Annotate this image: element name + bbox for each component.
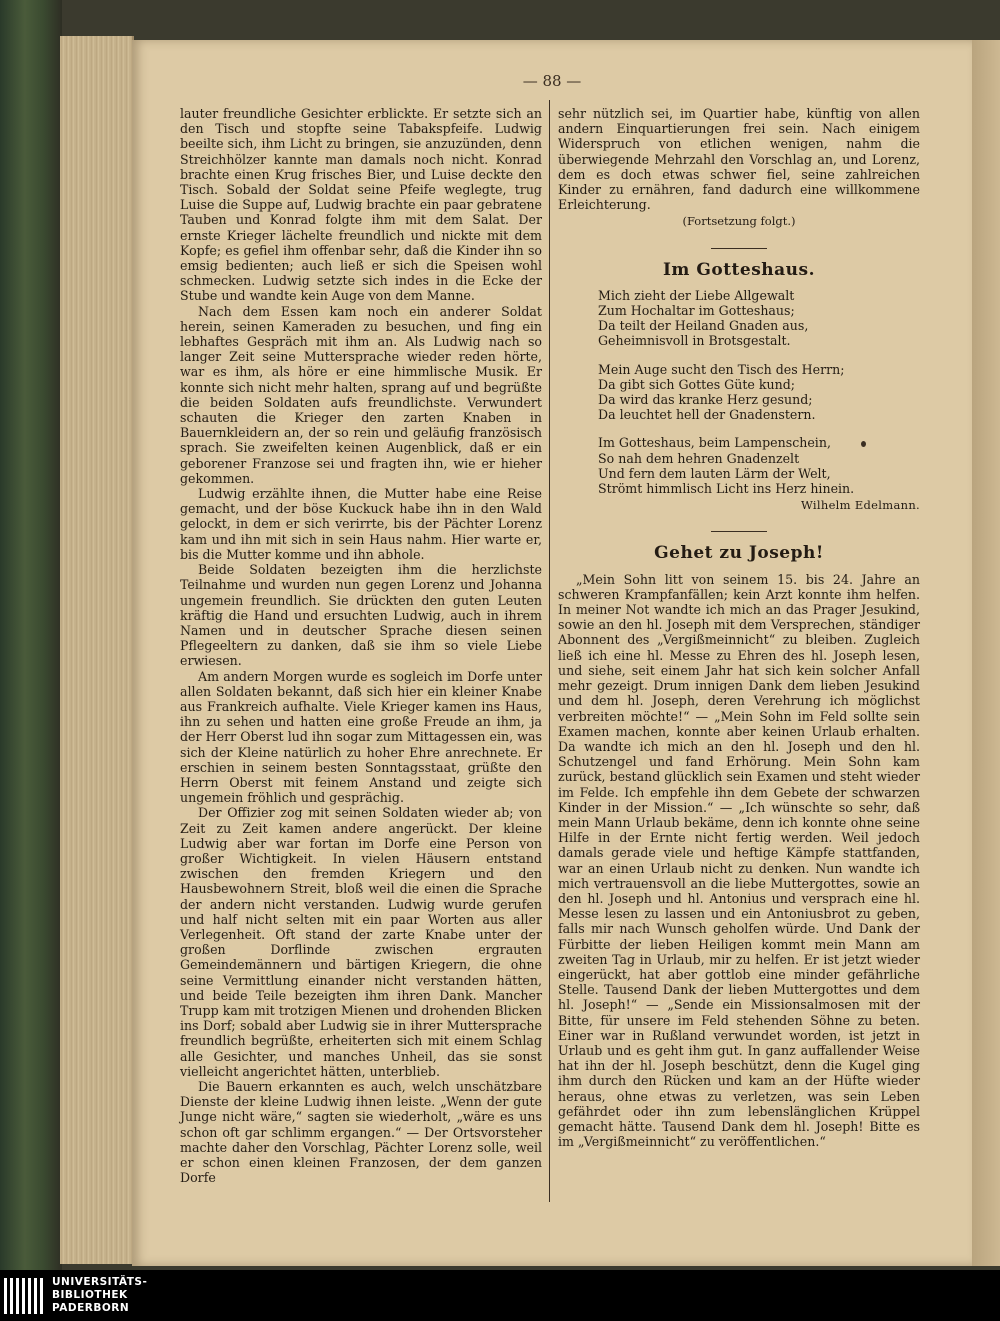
barcode-icon <box>4 1278 44 1314</box>
library-logo <box>0 1270 1000 1321</box>
poem-title: Im Gotteshaus. <box>662 259 816 280</box>
paragraph: Beide Soldaten bezeigten ihm die herzlichste Teilnahme und wurden nun gegen Lorenz und Johanna ungemein freundlich. Sie drückten den guten Leuten kräftig die Hand und ersuchten Ludwig, auch in ihrem Namen und in deutscher Sprache diesen seinen Pflegeeltern zu danken, daß sie ihm so viele Liebe erwiesen. <box>180 562 542 669</box>
poem-line <box>598 435 920 450</box>
poem-author: Wilhelm Edelmann. <box>801 498 920 513</box>
poem-line: Mein Auge sucht den Tisch des Herrn; <box>598 361 845 377</box>
page <box>132 40 972 1266</box>
poem-line: Strömt himmlisch Licht ins Herz hinein. <box>598 481 855 497</box>
left-column <box>180 106 542 1185</box>
divider <box>711 531 767 532</box>
paragraph: Nach dem Essen kam noch ein anderer Soldat herein, seinen Kameraden zu besuchen, und fing ein lebhaftes Gespräch mit ihm an. Als Ludwig nach so langer Zeit seine Muttersprache wieder reden hörte, war es ihm, als höre er eine himmlische Musik. Er konnte sich nicht mehr halten, sprang auf und begrüßte die beiden Soldaten aufs freundlichste. Verwundert schauten die Krieger den zarten Knaben in Bauernkleidern an, der so rein und geläufig französisch sprach. Sie zweifelten keinen Augenblick, daß er ein geborener Franzose sei und fragten ihn, wie er hieher gekommen. <box>180 303 542 486</box>
poem-stanza <box>598 288 920 349</box>
poem-line: So nah dem hehren Gnadenzelt <box>598 450 800 466</box>
paragraph: Am andern Morgen wurde es sogleich im Dorfe unter allen Soldaten bekannt, daß sich hier ein kleiner Knabe aus Frankreich aufhalte. Viele Krieger kamen ins Haus, ihn zu sehen und hatten eine große Freude an ihm, ja der Herr Oberst lud ihn sogar zum Mittagessen ein, was sich der Kleine natürlich zu hoher Ehre anrechnete. Er erschien in seinem besten Sonntagsstaat, grüßte den Herrn Oberst mit feinem Anstand und zeigte sich ungemein fröhlich und gesprächig. <box>180 668 542 806</box>
paragraph: sehr nützlich sei, im Quartier habe, künftig von allen andern Einquartierungen frei sein. Nach einigem Widerspruch von etlichen wenigen, nahm die überwiegende Mehrzahl den Vorschlag an, und Lorenz, dem es doch etwas schwer fiel, seine zahlreichen Kinder zu ernähren, fand dadurch eine willkommene Erleichterung. <box>558 106 920 213</box>
paragraph: Ludwig erzählte ihnen, die Mutter habe eine Reise gemacht, und der böse Kuckuck habe ihn in den Wald gelockt, in dem er sich verirrte, bis der Pächter Lorenz kam und ihn mit sich in sein Haus nahm. Hier warte er, bis die Mutter komme und ihn abhole. <box>180 486 542 562</box>
poem-stanza <box>598 362 920 423</box>
page-edges <box>60 36 134 1264</box>
right-column <box>558 106 920 1149</box>
ink-dot <box>861 441 866 447</box>
poem <box>598 288 920 496</box>
library-name-line: PADERBORN <box>52 1302 130 1314</box>
next-page-edge <box>972 40 1000 1266</box>
paragraph: Der Offizier zog mit seinen Soldaten wieder ab; von Zeit zu Zeit kamen andere angerückt. Der kleine Ludwig aber war fortan im Dorfe eine Person von großer Wichtigkeit. In vielen Häusern entstand zwischen den fremden Kriegern und den Hausbewohnern Streit, bloß weil die einen die Sprache der andern nicht verstanden. Ludwig wurde gerufen und half nicht selten mit ein paar Worten aus aller Verlegenheit. Oft stand der zarte Knabe unter der großen Dorflinde zwischen ergrauten Gemeindemännern und bärtigen Kriegern, die ohne seine Vermittlung einander nicht verstanden hätten, und beide Teile bezeigten ihm ihren Dank. Mancher Trupp kam mit trotzigen Mienen und drohenden Blicken ins Dorf; sobald aber Ludwig sie in ihrer Muttersprache freundlich begrüßte, erheiterten sich mit einem Schlag alle Gesichter, und manches Unheil, das sie sonst vielleicht angerichtet hätten, unterblieb. <box>180 805 542 1079</box>
poem-line: Geheimnisvoll in Brotsgestalt. <box>598 333 791 349</box>
article-body: „Mein Sohn litt von seinem 15. bis 24. Jahre an schweren Krampfanfällen; kein Arzt konnte ihm helfen. In meiner Not wandte ich mich an das Prager Jesukind, sowie an den hl. Joseph mit dem Versprechen, ständiger Abonnent des „Vergißmeinnicht“ zu bleiben. Zugleich ließ ich eine hl. Messe zu Ehren des hl. Joseph lesen, und siehe, seit einem Jahr hat sich kein solcher Anfall mehr gezeigt. Drum innigen Dank dem lieben Jesukind und dem hl. Joseph, deren Verehrung ich möglichst verbreiten möchte!“ — „Mein Sohn im Feld sollte sein Examen machen, konnte aber keinen Urlaub erhalten. Da wandte ich mich an den hl. Joseph und den hl. Schutzengel und fand Erhörung. Mein Sohn kam zurück, bestand glücklich sein Examen und steht wieder im Felde. Ich empfehle ihn dem Gebete der schwarzen Kinder in der Mission.“ — „Ich wünschte so sehr, daß mein Mann Urlaub bekäme, denn ich konnte ohne seine Hilfe in der Ernte nicht fertig werden. Weil jedoch damals gerade viele und heftige Kämpfe stattfanden, war an einen Urlaub nicht zu denken. Nun wandte ich mich vertrauensvoll an die liebe Muttergottes, sowie an den hl. Joseph und hl. Antonius und versprach eine hl. Messe lesen zu lassen und ein Antoniusbrot zu geben, falls mir nach Wunsch geholfen würde. Und Dank der Fürbitte der lieben Heiligen kommt mein Mann am zweiten Tag in Urlaub, mir zu helfen. Er ist jetzt wieder eingerückt, hat aber gottlob eine minder gefährliche Stelle. Tausend Dank der lieben Muttergottes und dem hl. Joseph!“ — „Sende ein Missionsalmosen mit der Bitte, für unsere im Feld stehenden Söhne zu beten. Einer war in Rußland verwundet worden, ist jetzt in Urlaub und es geht ihm gut. In ganz auffallender Weise hat ihn der hl. Joseph beschützt, denn die Kugel ging ihm durch den Rücken und kam an der Hüfte wieder heraus, ohne etwas zu verletzen, was sein Leben gefährdet oder ihn zum lebenslänglichen Krüppel gemacht hätte. Tausend Dank dem hl. Joseph! Bitte es im „Vergißmeinnicht“ zu veröffentlichen.“ <box>558 571 921 1150</box>
poem-line: Da gibt sich Gottes Güte kund; <box>598 376 796 392</box>
divider <box>711 248 767 249</box>
library-name-line: UNIVERSITÄTS- <box>52 1276 148 1288</box>
page-number: — 88 — <box>522 72 582 90</box>
library-name <box>52 1276 147 1315</box>
poem-line: Und fern dem lauten Lärm der Welt, <box>598 465 831 481</box>
library-name-line: BIBLIOTHEK <box>52 1289 128 1301</box>
article-title: Gehet zu Joseph! <box>654 543 824 564</box>
paragraph: Die Bauern erkannten es auch, welch unschätzbare Dienste der kleine Ludwig ihnen leiste. „Wenn der gute Junge nicht wäre,“ sagten sie wiederholt, „wäre es uns schon oft gar schlimm ergangen.“ — Der Ortsvorsteher machte daher den Vorschlag, Pächter Lorenz solle, weil er schon einen kleinen Franzosen, der dem ganzen Dorfe <box>180 1079 542 1186</box>
poem-line-text: Im Gotteshaus, beim Lampenschein, <box>598 435 831 451</box>
paragraph: lauter freundliche Gesichter erblickte. Er setzte sich an den Tisch und stopfte seine Tabakspfeife. Ludwig beeilte sich, ihm Licht zu bringen, sie anzuzünden, denn Streichhölzer kannte man damals noch nicht. Konrad brachte einen Krug frisches Bier, und Luise deckte den Tisch. Sobald der Soldat seine Pfeife weglegte, trug Luise die Suppe auf, Ludwig brachte ein paar gebratene Tauben und Konrad folgte ihm mit dem Salat. Der ernste Krieger lächelte freundlich und nickte mit dem Kopfe; es gefiel ihm offenbar sehr, daß die Kinder ihn so emsig bedienten; auch ließ er sich die Speisen wohl schmecken. Ludwig setzte sich indes in die Ecke der Stube und wandte kein Auge von dem Manne. <box>180 106 542 304</box>
poem-line: Da leuchtet hell der Gnadenstern. <box>598 407 816 423</box>
poem-stanza <box>598 435 920 496</box>
poem-line: Da wird das kranke Herz gesund; <box>598 392 813 408</box>
poem-line: Da teilt der Heiland Gnaden aus, <box>598 318 809 334</box>
book-binding <box>0 0 62 1270</box>
continuation-note: (Fortsetzung folgt.) <box>682 214 796 229</box>
poem-line: Mich zieht der Liebe Allgewalt <box>598 287 795 303</box>
column-divider <box>549 100 550 1202</box>
poem-line: Zum Hochaltar im Gotteshaus; <box>598 303 795 319</box>
